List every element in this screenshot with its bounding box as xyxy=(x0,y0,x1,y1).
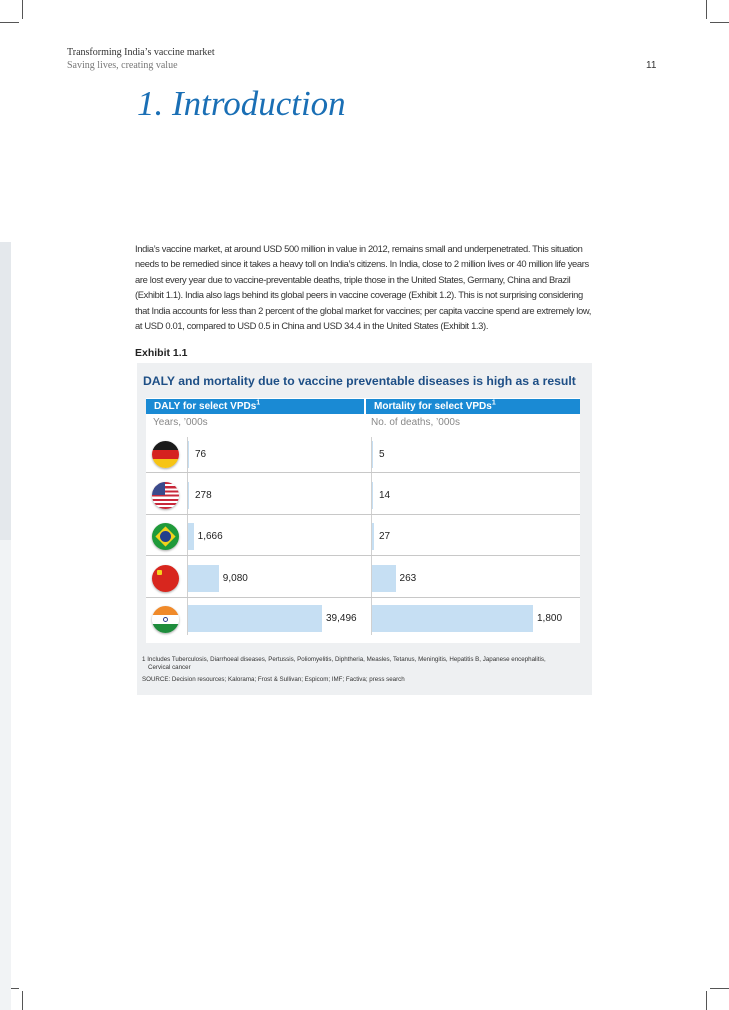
footnote-marker: 1 xyxy=(142,656,146,663)
crop-mark xyxy=(710,988,729,989)
mortality-bar-india xyxy=(372,605,533,632)
daly-value-label: 278 xyxy=(195,490,212,501)
daly-bar-brazil xyxy=(188,523,194,550)
page-number: 11 xyxy=(646,60,657,71)
page-edge-strip xyxy=(0,540,11,1010)
section-title: 1. Introduction xyxy=(137,84,346,123)
mortality-bar-germany xyxy=(372,441,373,468)
mortality-value-label: 27 xyxy=(379,531,391,542)
row-separator xyxy=(146,472,580,473)
crop-mark xyxy=(22,0,23,19)
daly-value-label: 76 xyxy=(195,449,207,460)
row-separator xyxy=(146,514,580,515)
mortality-chart-header xyxy=(366,399,580,414)
mortality-value-label: 263 xyxy=(399,573,417,584)
crop-mark xyxy=(0,22,19,23)
crop-mark xyxy=(22,991,23,1010)
exhibit-title: DALY and mortality due to vaccine preventable diseases is high as a result xyxy=(143,374,576,388)
body-paragraph: India’s vaccine market, at around USD 500 million in value in 2012, remains small and underpenetrated. This situation needs to be remedied since it takes a heavy toll on India’s citizens. In India, close to 2 million lives or 40 million life years are lost every year due to vaccine-preventable deaths, triple those in the United States, Germany, China and Brazil (Exhibit 1.1). India also lags behind its global peers in vaccine coverage (Exhibit 1.2). This is not surprising considering that India accounts for less than 2 percent of the global market for vaccines; per capita vaccine spend are extremely low, at USD 0.01, compared to USD 0.5 in China and USD 34.4 in the United States (Exhibit 1.3). xyxy=(135,243,592,332)
germany-flag-icon xyxy=(152,441,179,468)
crop-mark xyxy=(706,991,707,1010)
china-flag-icon xyxy=(152,565,179,592)
mortality-bar-china xyxy=(372,565,396,592)
mortality-chart-unit: No. of deaths, ’000s xyxy=(371,417,460,428)
crop-mark xyxy=(706,0,707,19)
daly-bar-china xyxy=(188,565,219,592)
mortality-value-label: 1,800 xyxy=(537,613,563,624)
mortality-chart-title: Mortality for select VPDs xyxy=(374,401,492,412)
mortality-bar-united-states xyxy=(372,482,373,509)
mortality-bar-brazil xyxy=(372,523,374,550)
footnote-text: Includes Tuberculosis, Diarrhoeal diseases, Pertussis, Poliomyelitis, Diphtheria, Measles, Tetanus, Meningitis, Hepatitis B, Japanese encephalitis, xyxy=(147,656,546,663)
daly-value-label: 1,666 xyxy=(197,531,223,542)
usa-flag-icon xyxy=(152,482,179,509)
page-edge-strip xyxy=(0,242,11,540)
row-separator xyxy=(146,597,580,598)
footnote-marker: 1 xyxy=(256,399,261,407)
crop-mark xyxy=(710,22,729,23)
exhibit-label: Exhibit 1.1 xyxy=(135,347,188,359)
footnote-text-continued: Cervical cancer xyxy=(148,664,191,671)
india-flag-icon xyxy=(152,606,179,633)
daly-chart-unit: Years, ’000s xyxy=(153,417,208,428)
daly-bar-united-states xyxy=(188,482,189,509)
mortality-value-label: 14 xyxy=(379,490,391,501)
running-header-title: Transforming India’s vaccine market xyxy=(67,47,215,58)
brazil-flag-icon xyxy=(152,523,179,550)
daly-bar-germany xyxy=(188,441,189,468)
mortality-value-label: 5 xyxy=(379,449,385,460)
row-separator xyxy=(146,555,580,556)
daly-value-label: 9,080 xyxy=(222,573,248,584)
daly-chart-title: DALY for select VPDs xyxy=(154,401,257,412)
footnote-marker: 1 xyxy=(491,399,496,407)
daly-value-label: 39,496 xyxy=(326,613,357,624)
running-header-subtitle: Saving lives, creating value xyxy=(67,60,178,71)
daly-chart-header xyxy=(146,399,364,414)
source-note: SOURCE: Decision resources; Kalorama; Frost & Sullivan; Espicom; IMF; Factiva; press search xyxy=(142,676,405,683)
footnote-1 xyxy=(142,656,582,672)
daly-bar-india xyxy=(188,605,322,632)
